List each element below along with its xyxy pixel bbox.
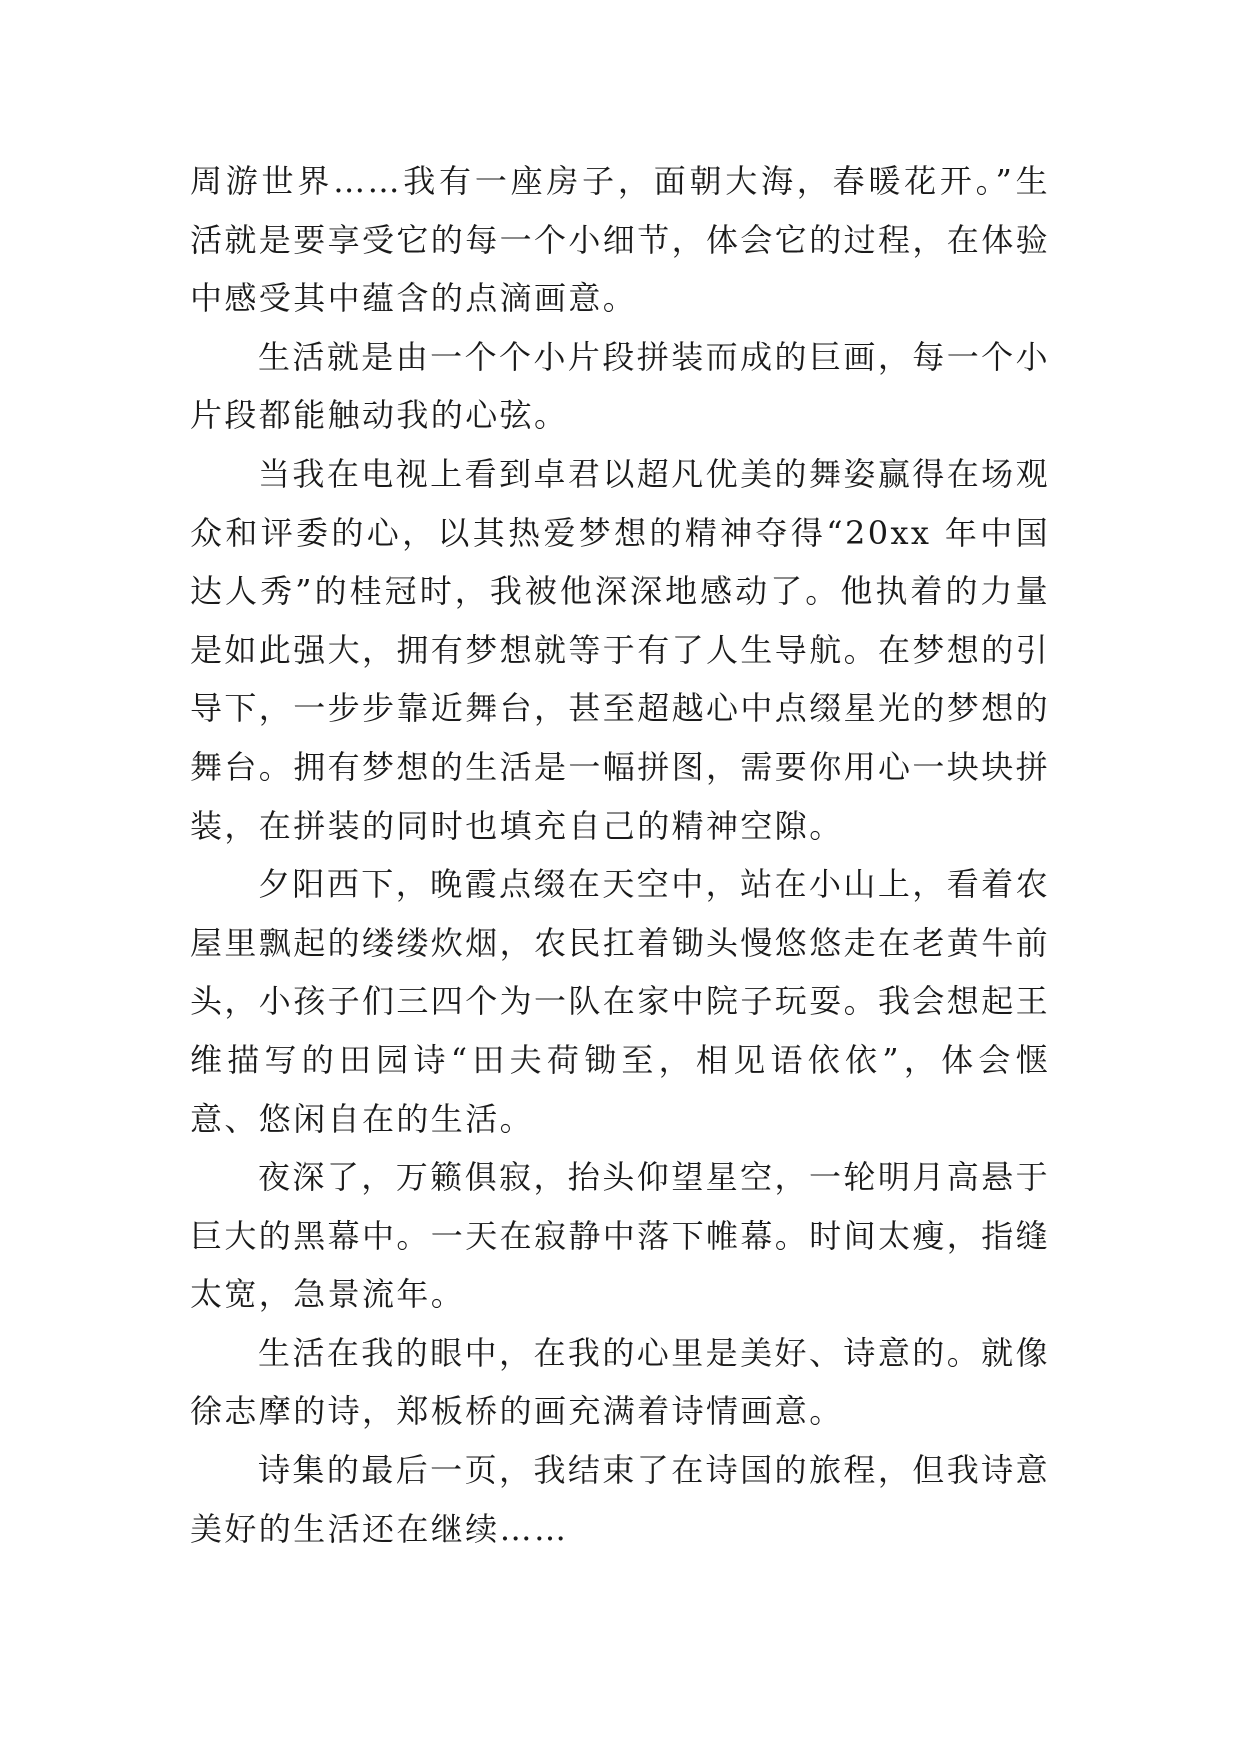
paragraph-6: 生活在我的眼中，在我的心里是美好、诗意的。就像徐志摩的诗，郑板桥的画充满着诗情画意。 <box>190 1333 1050 1431</box>
paragraph-4: 夕阳西下，晚霞点缀在天空中，站在小山上，看着农屋里飘起的缕缕炊烟，农民扛着锄头慢悠悠走在老黄牛前头，小孩子们三四个为一队在家中院子玩耍。我会想起王维描写的田园诗“田夫荷锄至，相见语依依”，体会惬意、悠闲自在的生活。 <box>190 865 1051 1138</box>
paragraph-2: 生活就是由一个个小片段拼装而成的巨画，每一个小片段都能触动我的心弦。 <box>190 337 1050 435</box>
paragraph-7: 诗集的最后一页，我结束了在诗国的旅程，但我诗意美好的生活还在继续…… <box>190 1451 1050 1548</box>
document-body <box>190 152 1050 1558</box>
paragraph-3: 当我在电视上看到卓君以超凡优美的舞姿赢得在场观众和评委的心，以其热爱梦想的精神夺得“20xx 年中国达人秀”的桂冠时，我被他深深地感动了。他执着的力量是如此强大，拥有梦想就等于有了人生导航。在梦想的引导下，一步步靠近舞台，甚至超越心中点缀星光的梦想的舞台。拥有梦想的生活是一幅拼图，需要你用心一块块拼装，在拼装的同时也填充自己的精神空隙。 <box>190 454 1051 845</box>
paragraph-5: 夜深了，万籁俱寂，抬头仰望星空，一轮明月高悬于巨大的黑幕中。一天在寂静中落下帷幕。时间太瘦，指缝太宽，急景流年。 <box>190 1158 1051 1314</box>
paragraph-1: 周游世界……我有一座房子，面朝大海，春暖花开。”生活就是要享受它的每一个小细节，体会它的过程，在体验中感受其中蕴含的点滴画意。 <box>190 162 1051 318</box>
